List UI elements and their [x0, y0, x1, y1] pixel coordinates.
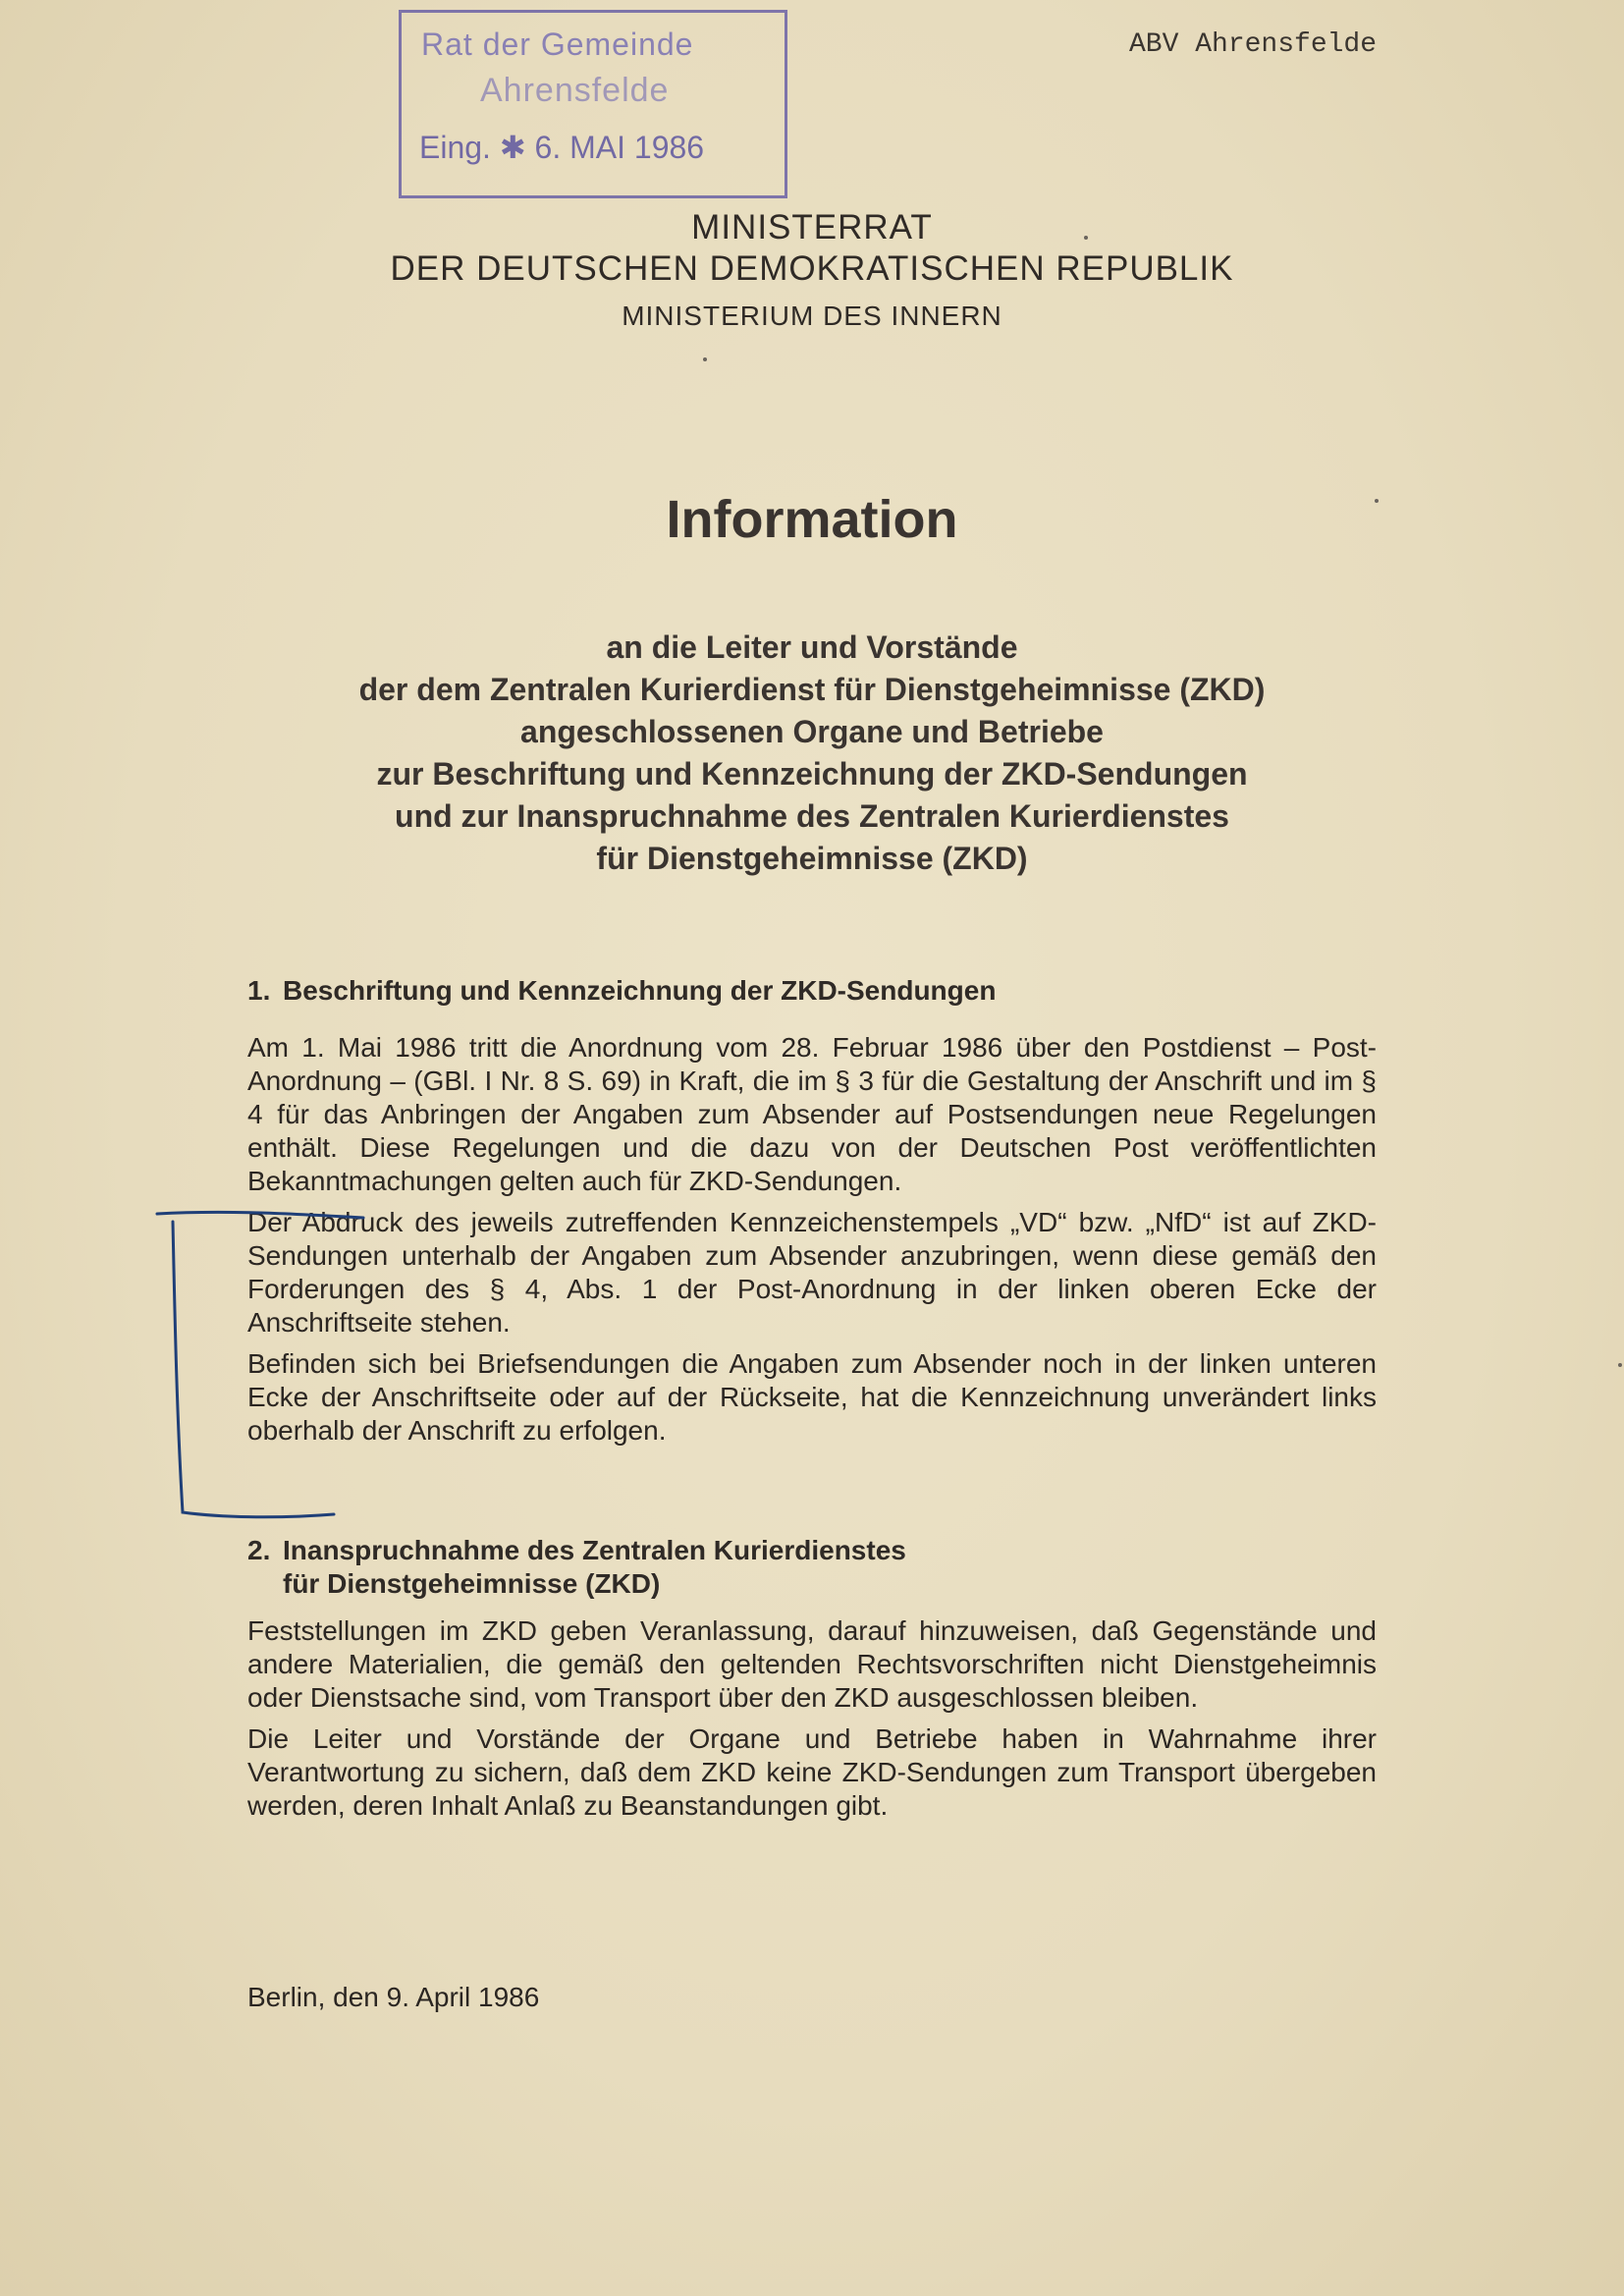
section-2-heading [247, 1534, 1377, 1567]
section-heading-text: Inanspruchnahme des Zentralen Kurierdienstes [283, 1535, 906, 1565]
stamp-line-1: Rat der Gemeinde [421, 27, 694, 62]
stamp-line-3: Eing. ✱ 6. MAI 1986 [419, 130, 705, 165]
section-1-heading [247, 974, 1377, 1008]
closing-place-date: Berlin, den 9. April 1986 [247, 1982, 540, 2012]
typed-note: ABV Ahrensfelde [1129, 29, 1378, 60]
section-number: 2. [247, 1535, 271, 1565]
subtitle-line: der dem Zentralen Kurierdienst für Dienstgeheimnisse (ZKD) [358, 672, 1266, 707]
subtitle-line: an die Leiter und Vorstände [606, 629, 1018, 665]
paragraph: Der Abdruck des jeweils zutreffenden Kennzeichenstempels „VD“ bzw. „NfD“ ist auf ZKD-Sendungen unterhalb der Angaben zum Absender anzubringen, wenn diese gemäß den Forderungen des § 4, Abs. 1 der Post-Anordnung in der linken oberen Ecke der Anschriftseite stehen. [247, 1207, 1377, 1338]
paper-speck [1375, 499, 1379, 503]
subtitle-line: für Dienstgeheimnisse (ZKD) [596, 841, 1028, 876]
paragraph: Am 1. Mai 1986 tritt die Anordnung vom 28. Februar 1986 über den Postdienst – Post-Anordnung – (GBl. I Nr. 8 S. 69) in Kraft, die im § 3 für die Gestaltung der Anschrift und im § 4 für das Anbringen der Angaben zum Absender auf Postsendungen neue Regelungen enthält. Diese Regelungen und die dazu von der Deutschen Post veröffentlichten Bekanntmachungen gelten auch für ZKD-Sendungen. [247, 1032, 1377, 1196]
paragraph: Die Leiter und Vorstände der Organe und Betriebe haben in Wahrnahme ihrer Verantwortung zu sichern, daß dem ZKD keine ZKD-Sendungen zum Transport übergeben werden, deren Inhalt Anlaß zu Beanstandungen gibt. [247, 1723, 1377, 1821]
document-subtitle [0, 627, 1624, 880]
paragraph: Feststellungen im ZKD geben Veranlassung, darauf hinzuweisen, daß Gegenstände und andere Materialien, die gemäß den geltenden Rechtsvorschriften nicht Dienstgeheimnis oder Dienstsache sind, vom Transport über den ZKD ausgeschlossen bleiben. [247, 1615, 1377, 1713]
header-line-2: DER DEUTSCHEN DEMOKRATISCHEN REPUBLIK [390, 249, 1234, 288]
section-2-heading-line-2: für Dienstgeheimnisse (ZKD) [283, 1568, 661, 1599]
receipt-stamp [399, 10, 787, 198]
subtitle-line: angeschlossenen Organe und Betriebe [520, 714, 1104, 749]
stamp-line-2: Ahrensfelde [480, 72, 670, 109]
document-title: Information [666, 490, 958, 549]
paragraph: Befinden sich bei Briefsendungen die Angaben zum Absender noch in der linken unteren Ecke der Anschriftseite oder auf der Rückseite, hat die Kennzeichnung unverändert links oberhalb der Anschrift zu erfolgen. [247, 1348, 1377, 1446]
section-heading-text: Beschriftung und Kennzeichnung der ZKD-Sendungen [283, 975, 997, 1006]
paper-speck [703, 357, 707, 361]
section-2 [247, 1534, 1377, 1823]
section-1 [247, 974, 1377, 1448]
paper-speck [1618, 1363, 1622, 1367]
subtitle-line: zur Beschriftung und Kennzeichnung der ZKD-Sendungen [376, 756, 1248, 792]
paper-speck [1084, 236, 1088, 240]
header-line-1: MINISTERRAT [691, 208, 933, 246]
section-number: 1. [247, 975, 271, 1006]
header-line-3: MINISTERIUM DES INNERN [622, 301, 1002, 331]
subtitle-line: und zur Inanspruchnahme des Zentralen Kurierdienstes [395, 798, 1229, 834]
